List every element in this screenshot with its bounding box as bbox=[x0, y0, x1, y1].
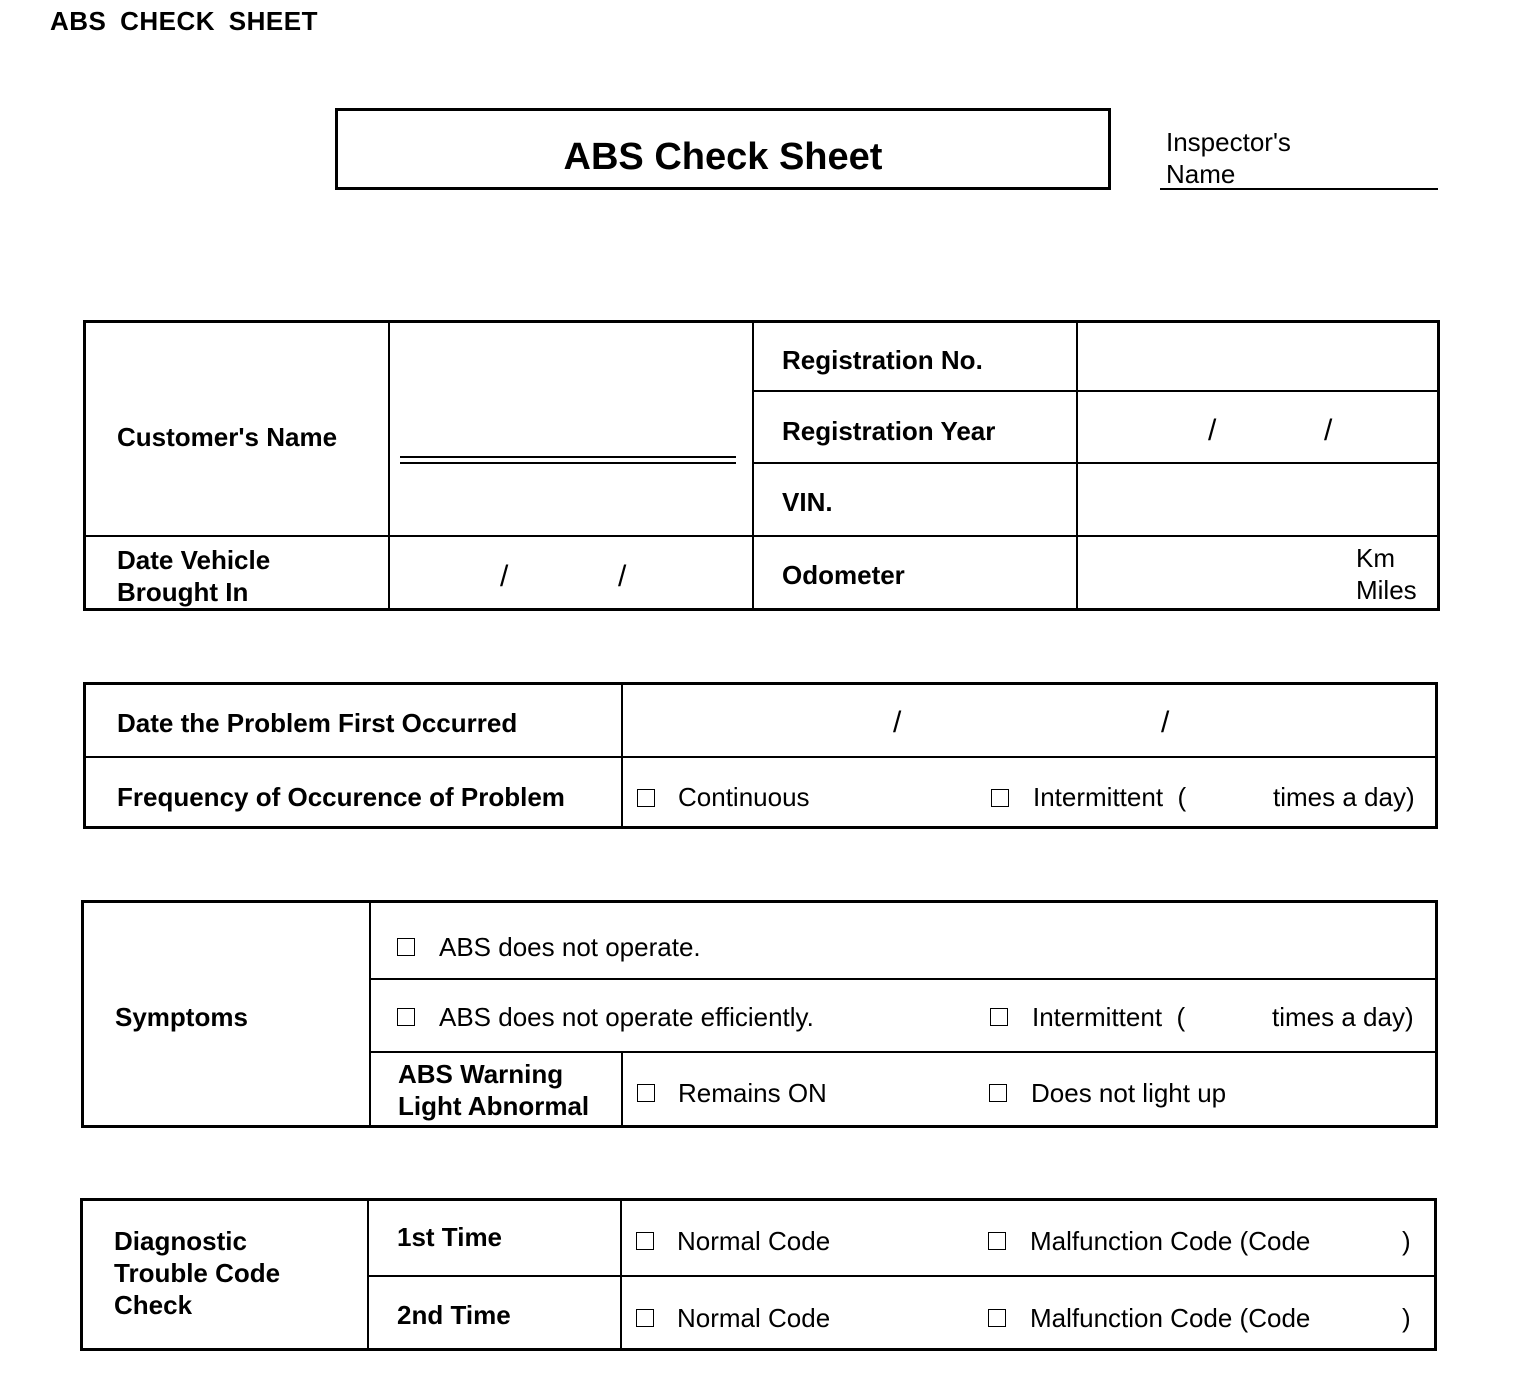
first-malfunction-code-checkbox[interactable] bbox=[988, 1232, 1006, 1250]
date-separator: / bbox=[1208, 414, 1217, 447]
does-not-light-label: Does not light up bbox=[1031, 1078, 1227, 1108]
divider bbox=[369, 1051, 1438, 1053]
continuous-checkbox[interactable] bbox=[637, 789, 655, 807]
title-box bbox=[335, 108, 1111, 190]
date-brought-in-label-line2: Brought In bbox=[117, 577, 249, 607]
date-brought-in-label-line1: Date Vehicle bbox=[117, 545, 271, 575]
inspector-label-line1: Inspector's bbox=[1166, 127, 1291, 157]
warning-light-label-line1: ABS Warning bbox=[398, 1059, 564, 1089]
divider bbox=[367, 1275, 1437, 1277]
abs-not-operate-label: ABS does not operate. bbox=[439, 932, 701, 962]
abs-not-efficient-label: ABS does not operate efficiently. bbox=[439, 1002, 814, 1032]
date-separator: / bbox=[618, 560, 627, 593]
warning-light-label bbox=[398, 1058, 589, 1122]
date-separator: / bbox=[1161, 706, 1170, 739]
registration-no-label: Registration No. bbox=[782, 345, 983, 375]
customer-name-field[interactable] bbox=[400, 456, 736, 464]
symptoms-label: Symptoms bbox=[115, 1002, 248, 1032]
inspector-label-line2: Name bbox=[1166, 159, 1236, 189]
symptom-intermittent-label: Intermittent ( bbox=[1032, 1002, 1186, 1032]
divider bbox=[388, 320, 390, 611]
abs-not-operate-checkbox[interactable] bbox=[397, 938, 415, 956]
frequency-label: Frequency of Occurence of Problem bbox=[117, 782, 565, 812]
date-first-occurred-label: Date the Problem First Occurred bbox=[117, 708, 518, 738]
inspector-name-label bbox=[1166, 126, 1291, 190]
odometer-unit-km: Km bbox=[1356, 543, 1395, 573]
divider bbox=[752, 390, 1440, 392]
second-normal-code-checkbox[interactable] bbox=[636, 1309, 654, 1327]
divider bbox=[369, 978, 1438, 980]
date-first-occurred-field[interactable] bbox=[625, 686, 1434, 754]
customer-name-label: Customer's Name bbox=[117, 422, 338, 452]
times-a-day-label: times a day) bbox=[1273, 782, 1415, 812]
warning-light-label-line2: Light Abnormal bbox=[398, 1091, 590, 1121]
intermittent-checkbox[interactable] bbox=[991, 789, 1009, 807]
second-malfunction-code-label: Malfunction Code (Code bbox=[1030, 1303, 1311, 1333]
intermittent-times-field[interactable] bbox=[1196, 781, 1268, 813]
intermittent-option-label: Intermittent ( bbox=[1033, 782, 1187, 812]
divider bbox=[83, 535, 1440, 537]
first-normal-code-label: Normal Code bbox=[677, 1226, 831, 1256]
date-brought-in-label bbox=[117, 544, 270, 608]
symptom-intermittent-times-field[interactable] bbox=[1196, 1001, 1268, 1033]
first-normal-code-checkbox[interactable] bbox=[636, 1232, 654, 1250]
second-malfunction-code-field[interactable] bbox=[1325, 1302, 1395, 1334]
date-separator: / bbox=[1324, 414, 1333, 447]
registration-year-label: Registration Year bbox=[782, 416, 996, 446]
divider bbox=[752, 320, 754, 611]
date-separator: / bbox=[500, 560, 509, 593]
dtc-label-line1: Diagnostic bbox=[114, 1226, 247, 1256]
second-time-label: 2nd Time bbox=[397, 1300, 511, 1330]
remains-on-label: Remains ON bbox=[678, 1078, 827, 1108]
odometer-label: Odometer bbox=[782, 560, 905, 590]
first-close-paren: ) bbox=[1402, 1226, 1411, 1256]
remains-on-checkbox[interactable] bbox=[637, 1084, 655, 1102]
first-malfunction-code-field[interactable] bbox=[1325, 1225, 1395, 1257]
inspector-name-field[interactable] bbox=[1160, 188, 1438, 190]
second-normal-code-label: Normal Code bbox=[677, 1303, 831, 1333]
page-header: ABS CHECK SHEET bbox=[50, 6, 318, 36]
second-malfunction-code-checkbox[interactable] bbox=[988, 1309, 1006, 1327]
first-malfunction-code-label: Malfunction Code (Code bbox=[1030, 1226, 1311, 1256]
dtc-label-line3: Check bbox=[114, 1290, 193, 1320]
page-title: ABS Check Sheet bbox=[563, 136, 883, 178]
dtc-check-label bbox=[114, 1225, 280, 1321]
registration-year-field[interactable] bbox=[1080, 394, 1436, 460]
odometer-field[interactable] bbox=[1080, 539, 1350, 609]
divider bbox=[752, 462, 1440, 464]
does-not-light-checkbox[interactable] bbox=[989, 1084, 1007, 1102]
vin-label: VIN. bbox=[782, 487, 833, 517]
abs-not-efficient-checkbox[interactable] bbox=[397, 1008, 415, 1026]
symptom-times-a-day-label: times a day) bbox=[1272, 1002, 1414, 1032]
second-close-paren: ) bbox=[1402, 1303, 1411, 1333]
vin-field[interactable] bbox=[1080, 466, 1436, 533]
divider bbox=[83, 756, 1438, 758]
registration-no-field[interactable] bbox=[1080, 324, 1436, 388]
date-brought-in-field[interactable] bbox=[392, 539, 750, 609]
divider bbox=[1076, 320, 1078, 611]
symptom-intermittent-checkbox[interactable] bbox=[990, 1008, 1008, 1026]
divider bbox=[369, 900, 371, 1128]
dtc-label-line2: Trouble Code bbox=[114, 1258, 281, 1288]
date-separator: / bbox=[893, 706, 902, 739]
first-time-label: 1st Time bbox=[397, 1222, 503, 1252]
divider bbox=[621, 1052, 623, 1128]
continuous-option-label: Continuous bbox=[678, 782, 810, 812]
odometer-unit-miles: Miles bbox=[1356, 575, 1417, 605]
